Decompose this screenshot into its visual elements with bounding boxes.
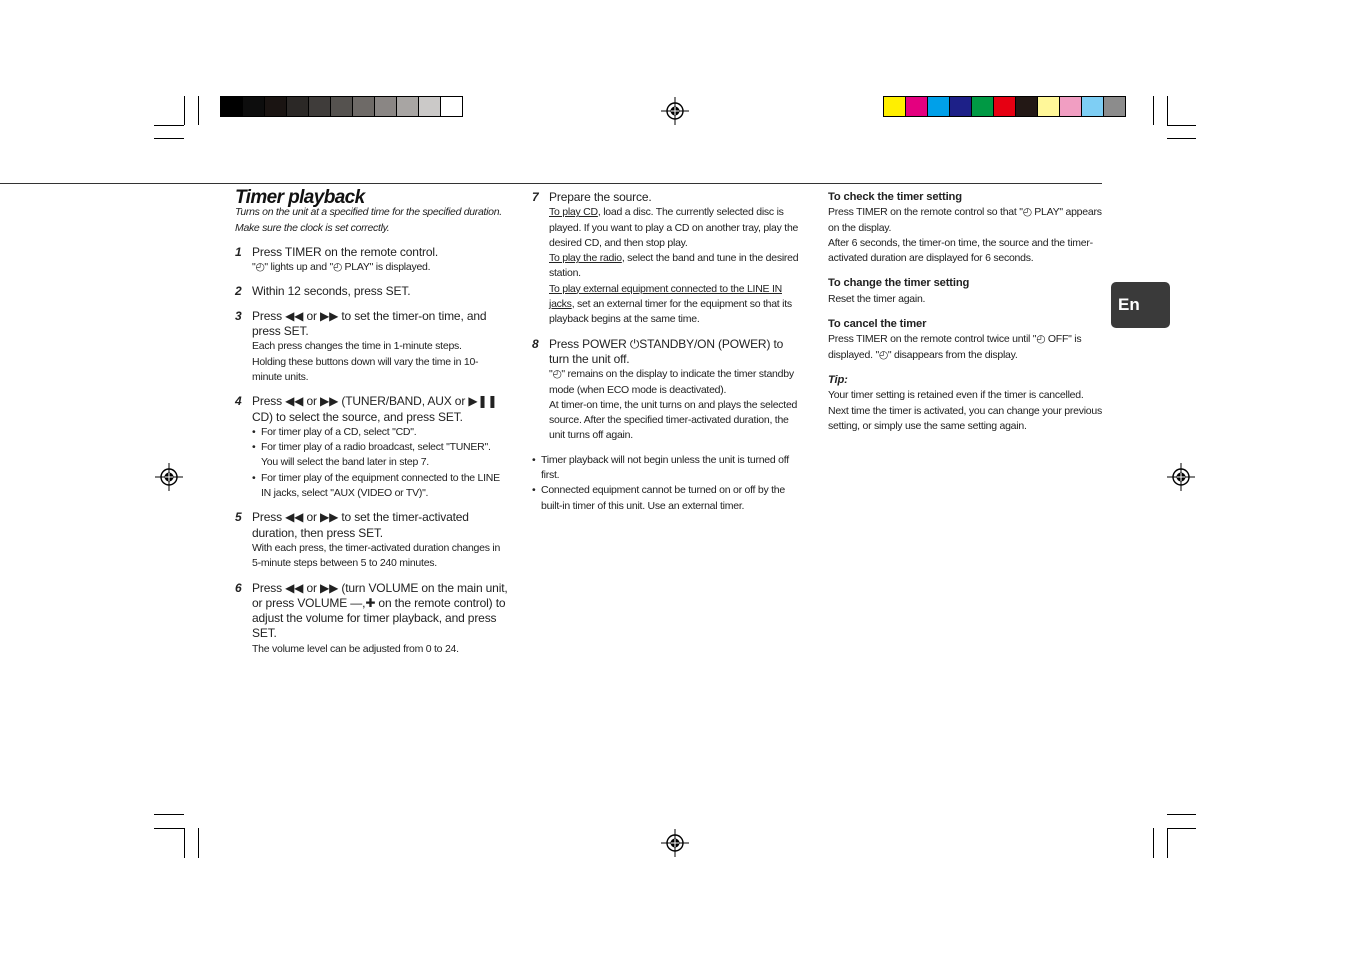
color-swatch <box>265 97 287 116</box>
step-note: "◴" remains on the display to indicate the timer standby mode (when ECO mode is deactivated). <box>549 368 794 396</box>
crop-mark <box>154 138 184 139</box>
step-3 <box>235 309 508 385</box>
color-swatch <box>1060 97 1082 116</box>
step-instruction: Press ◀◀ or ▶▶ (turn VOLUME on the main unit, or press VOLUME —,✚ on the remote control) to adjust the volume for timer playback, and press SET. <box>252 580 508 641</box>
note-item: • Timer playback will not begin unless the unit is turned off first. <box>532 453 789 482</box>
step-2 <box>235 284 508 299</box>
color-swatch <box>397 97 419 116</box>
language-tab: En <box>1111 282 1170 328</box>
color-swatch <box>221 97 243 116</box>
step-instruction: Prepare the source. <box>549 190 652 204</box>
color-swatch <box>950 97 972 116</box>
tip-section <box>828 373 1102 434</box>
section-heading: To change the timer setting <box>828 277 970 290</box>
step-note: Holding these buttons down will vary the time in 10-minute units. <box>252 355 479 383</box>
step-note: To play CD, load a disc. The currently selected disc is played. If you want to play a CD on another tray, play the desired CD, and then stop play. <box>549 206 799 249</box>
step-number: 3 <box>235 308 242 323</box>
color-swatch <box>906 97 928 116</box>
step-instruction: Press ◀◀ or ▶▶ to set the timer-on time, and press SET. <box>252 308 487 339</box>
step-instruction: Press TIMER on the remote control. <box>252 244 439 259</box>
color-swatch <box>309 97 331 116</box>
step-6 <box>235 581 508 657</box>
registration-mark-icon <box>155 463 183 491</box>
crop-mark <box>198 828 199 858</box>
step-number: 1 <box>235 244 242 259</box>
color-swatch <box>1104 97 1125 116</box>
bullet-item: • For timer play of a CD, select "CD". <box>252 425 417 438</box>
step-number: 5 <box>235 510 242 525</box>
section-text: Press TIMER on the remote control twice until "◴ OFF" is displayed. "◴" disappears from the display. <box>828 333 1082 361</box>
crop-mark <box>1153 96 1154 125</box>
step-note: With each press, the timer-activated duration changes in 5-minute steps between 5 to 240 minutes. <box>252 541 501 570</box>
crop-mark <box>1167 138 1196 139</box>
change-timer-section <box>828 276 1102 307</box>
crop-mark <box>154 828 184 829</box>
color-swatch <box>243 97 265 116</box>
section-heading: To cancel the timer <box>828 318 927 331</box>
step-1 <box>235 245 508 276</box>
step-number: 8 <box>532 336 539 351</box>
crop-mark <box>1167 814 1196 815</box>
bullet-item: • For timer play of the equipment connected to the LINE IN jacks, select "AUX (VIDEO or TV)". <box>252 471 500 500</box>
grayscale-color-bar <box>220 96 463 117</box>
intro-text: Turns on the unit at a specified time for the specified duration. Make sure the clock is set correctly. <box>235 206 502 234</box>
color-swatch <box>287 97 309 116</box>
check-timer-section <box>828 190 1102 266</box>
color-swatch <box>994 97 1016 116</box>
color-swatch <box>419 97 441 116</box>
color-swatch <box>353 97 375 116</box>
step-5 <box>235 510 508 571</box>
crop-mark <box>1167 828 1196 829</box>
step-number: 2 <box>235 284 242 299</box>
crop-mark <box>1153 828 1154 858</box>
color-swatch <box>1016 97 1038 116</box>
crop-mark <box>154 814 184 815</box>
process-color-bar <box>883 96 1126 117</box>
section-text: After 6 seconds, the timer-on time, the source and the timer-activated duration are displayed for 6 seconds. <box>828 236 1093 265</box>
step-note: "◴" lights up and "◴ PLAY" is displayed. <box>252 261 431 274</box>
left-column <box>235 187 508 666</box>
section-text: Reset the timer again. <box>828 292 926 305</box>
color-swatch <box>1082 97 1104 116</box>
step-note: To play external equipment connected to the LINE IN jacks, set an external timer for the equipment so that its playback begins at the same time. <box>549 282 792 326</box>
step-number: 6 <box>235 580 242 595</box>
note-item: • Connected equipment cannot be turned on or off by the built-in timer of this unit. Use an external timer. <box>532 484 785 512</box>
step-instruction: Press POWER ⏻STANDBY/ON (POWER) to turn the unit off. <box>549 336 784 366</box>
right-column <box>828 190 1102 444</box>
step-instruction: Press ◀◀ or ▶▶ (TUNER/BAND, AUX or ▶❚❚ CD) to select the source, and press SET. <box>252 394 498 424</box>
crop-mark <box>184 828 185 858</box>
color-swatch <box>972 97 994 116</box>
step-4 <box>235 394 508 501</box>
color-swatch <box>1038 97 1060 116</box>
tip-label: Tip: <box>828 373 848 386</box>
crop-mark <box>198 96 199 125</box>
step-note: Each press changes the time in 1-minute steps. <box>252 340 462 353</box>
crop-mark <box>1167 125 1196 126</box>
step-note: The volume level can be adjusted from 0 to 24. <box>252 642 459 655</box>
color-swatch <box>375 97 397 116</box>
color-swatch <box>884 97 906 116</box>
bullet-item: • For timer play of a radio broadcast, select "TUNER". You will select the band later in step 7. <box>252 441 491 469</box>
header-rule <box>0 183 1102 184</box>
section-heading: To check the timer setting <box>828 191 962 203</box>
registration-mark-icon <box>661 829 689 857</box>
step-7 <box>532 190 805 328</box>
step-number: 4 <box>235 394 242 409</box>
color-swatch <box>331 97 353 116</box>
step-note: At timer-on time, the unit turns on and plays the selected source. After the specified timer-activated duration, the unit turns off again. <box>549 398 798 442</box>
crop-mark <box>1167 96 1168 125</box>
step-instruction: Within 12 seconds, press SET. <box>252 284 411 299</box>
registration-mark-icon <box>1167 463 1195 491</box>
step-instruction: Press ◀◀ or ▶▶ to set the timer-activated duration, then press SET. <box>252 510 469 540</box>
color-swatch <box>928 97 950 116</box>
registration-mark-icon <box>661 97 689 125</box>
step-8 <box>532 337 805 444</box>
step-note: To play the radio, select the band and tune in the desired station. <box>549 252 799 280</box>
middle-column <box>532 190 805 514</box>
section-text: Press TIMER on the remote control so that "◴ PLAY" appears on the display. <box>828 206 1102 234</box>
crop-mark <box>1167 828 1168 858</box>
cancel-timer-section <box>828 317 1102 363</box>
tip-text: Your timer setting is retained even if the timer is cancelled. Next time the timer is activated, you can change your previous setting, or simply use the same setting again. <box>828 389 1102 432</box>
crop-mark <box>184 96 185 125</box>
crop-mark <box>154 125 184 126</box>
page-title: Timer playback <box>235 187 365 208</box>
color-swatch <box>441 97 462 116</box>
step-number: 7 <box>532 190 539 204</box>
